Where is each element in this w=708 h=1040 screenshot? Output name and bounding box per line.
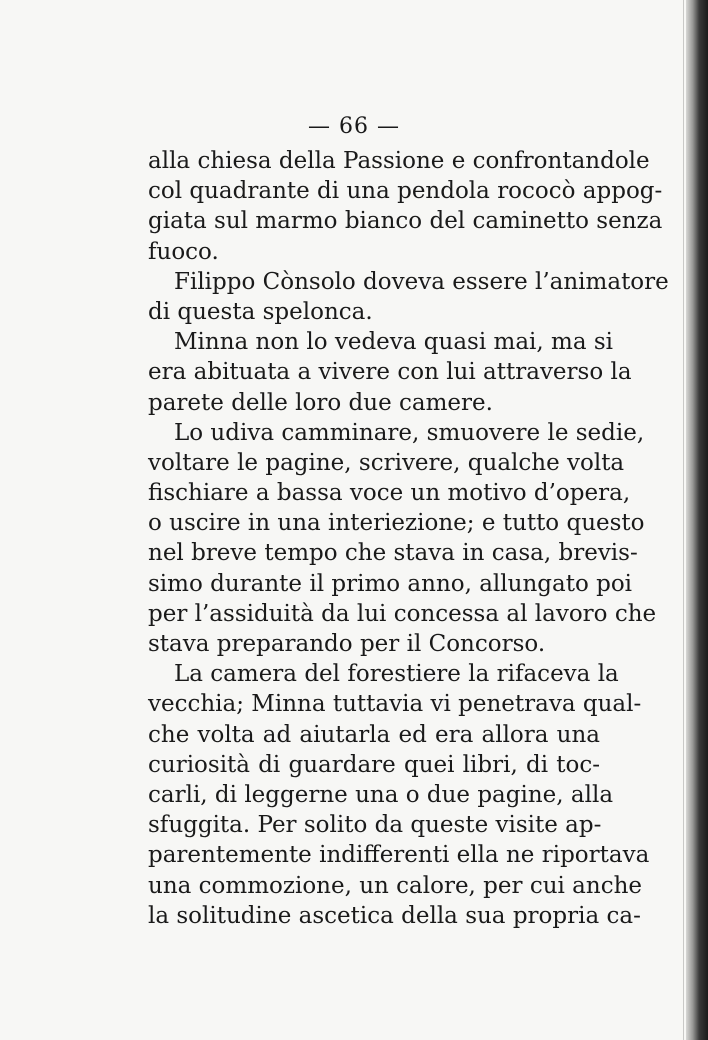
text-line: col quadrante di una pendola rococò appog- (148, 178, 663, 205)
text-line: parentemente indifferenti ella ne riportava (148, 842, 650, 869)
text-line: giata sul marmo bianco del caminetto senza (148, 208, 663, 235)
binding-edge (686, 0, 708, 1040)
text-line: carli, di leggerne una o due pagine, alla (148, 781, 614, 808)
text-line: curiosità di guardare quei libri, di toc- (148, 751, 600, 778)
text-line: Filippo Cònsolo doveva essere l’animatore (174, 268, 669, 295)
text-line: la solitudine ascetica della sua propria ca- (148, 902, 641, 929)
text-line: Minna non lo vedeva quasi mai, ma si (174, 329, 614, 356)
text-line: simo durante il primo anno, allungato poi (148, 570, 633, 597)
text-line: nel breve tempo che stava in casa, brevis- (148, 540, 638, 567)
text-line: parete delle loro due camere. (148, 389, 493, 416)
text-line: vecchia; Minna tuttavia vi penetrava qual- (148, 691, 642, 718)
text-line: La camera del forestiere la rifaceva la (174, 661, 619, 688)
text-line: fuoco. (148, 238, 219, 265)
text-line: sfuggita. Per solito da queste visite ap- (148, 812, 602, 839)
text-line: voltare le pagine, scrivere, qualche volta (148, 449, 625, 476)
body-text (148, 146, 669, 931)
text-line: fischiare a bassa voce un motivo d’opera, (148, 480, 631, 507)
text-line: alla chiesa della Passione e confrontandole (148, 148, 650, 174)
text-line: era abituata a vivere con lui attraverso la (148, 359, 632, 386)
text-line: che volta ad aiutarla ed era allora una (148, 721, 600, 748)
text-line: una commozione, un calore, per cui anche (148, 872, 643, 899)
text-line: stava preparando per il Concorso. (148, 631, 546, 657)
page-edge-line (683, 0, 684, 1040)
page-number: — 66 — (308, 114, 400, 139)
text-line: per l’assiduità da lui concessa al lavoro che (148, 600, 657, 627)
text-line: o uscire in una interiezione; e tutto questo (148, 510, 645, 537)
text-line: di questa spelonca. (148, 298, 373, 325)
text-line: Lo udiva camminare, smuovere le sedie, (174, 419, 645, 446)
